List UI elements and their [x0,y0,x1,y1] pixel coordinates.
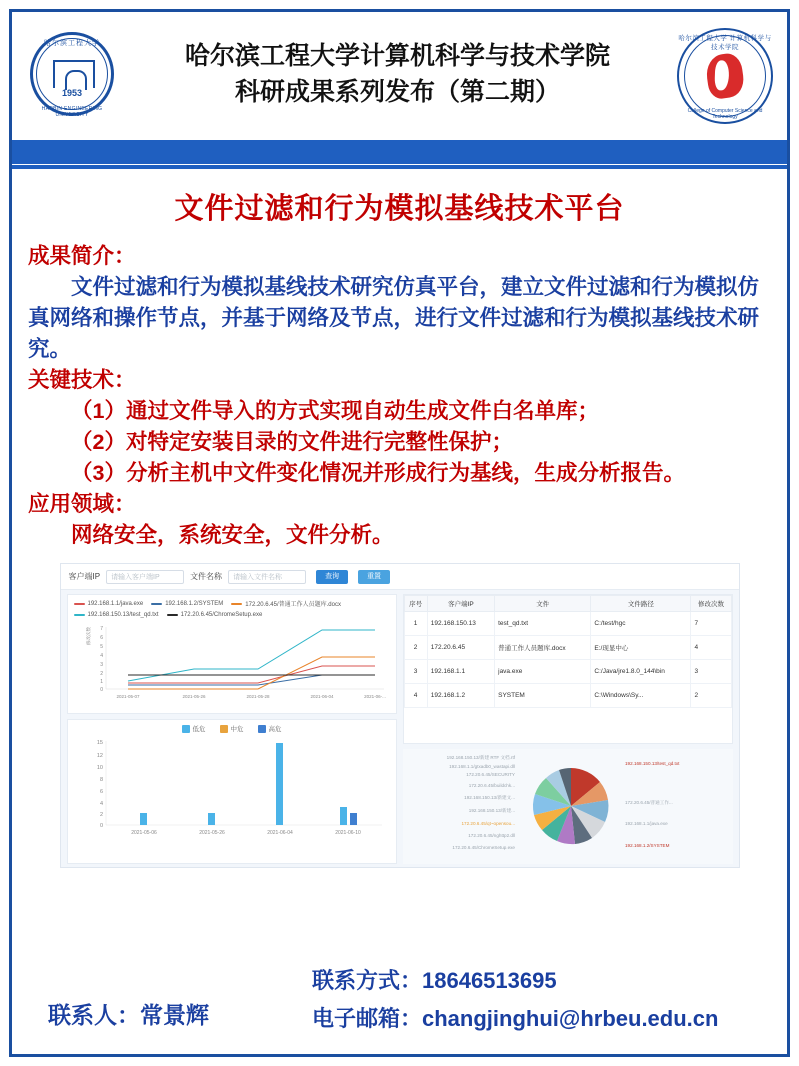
cell-no: 1 [404,612,427,636]
cell-file: SYSTEM [495,684,591,708]
pie-label-left: 172.20.6.45/buildchk... [468,783,515,788]
svg-text:2021-05-06: 2021-05-06 [130,830,157,836]
legend-item [151,599,223,608]
svg-text:12: 12 [96,753,103,759]
svg-text:2021-06-...: 2021-06-... [363,694,386,699]
cell-file: test_qd.txt [495,612,591,636]
legend-item [167,612,263,618]
pie-label-right: 172.20.6.45/普通工作... [624,800,673,805]
intro-paragraph: 文件过滤和行为模拟基线技术研究仿真平台，建立文件过滤和行为模拟仿真网络和操作节点，并基于网络及节点，进行文件过滤和行为模拟基线技术研究。 [28,275,760,361]
legend-label: 高危 [268,726,282,733]
cell-ip: 192.168.1.1 [427,660,494,684]
col-no: 序号 [404,596,427,612]
legend-item [182,724,206,733]
college-logo-top-text: 哈尔滨工程大学 计算机科学与技术学院 [678,35,772,51]
university-logo-bottom-text: HARBIN ENGINEERING UNIVERSITY [41,106,103,118]
contact-details [312,962,718,1038]
contact-phone: 联系方式：18646513695 [312,968,557,993]
legend-label: 172.20.6.45/ChromeSetup.exe [180,612,263,618]
pie-label-right: 192.168.1.2/SYSTEM [624,843,669,848]
cell-path: E:/现显中心 [591,636,691,660]
application-heading: 应用领域： [28,492,136,516]
bar-chart-legend [68,720,396,733]
legend-label: 中危 [230,726,244,733]
client-ip-input[interactable]: 请输入客户端IP [106,570,184,584]
legend-item [231,599,341,608]
cell-ip: 172.20.6.45 [427,636,494,660]
legend-label: 172.20.6.45/普通工作人员题库.docx [245,602,341,608]
svg-text:7: 7 [99,626,103,632]
cell-file: java.exe [495,660,591,684]
pie-label-left: 192.168.150.13/新建... [468,808,515,813]
table-row[interactable] [404,660,731,684]
intro-heading: 成果简介： [28,244,136,268]
file-name-input[interactable]: 请输入文件名称 [228,570,306,584]
svg-text:6: 6 [99,635,103,641]
platform-screenshot [60,563,740,868]
pie-label-left: 192.168.1.1/gtxadb0_wastapi.dll [448,764,515,769]
svg-text:6: 6 [99,789,103,795]
cell-no: 3 [404,660,427,684]
cell-count: 3 [691,660,731,684]
key-tech-item-3: （3）分析主机中文件变化情况并形成行为基线，生成分析报告。 [71,461,685,485]
line-chart-svg [72,623,392,707]
bar-chart-panel [67,719,397,864]
legend-label: 192.168.1.1/java.exe [87,600,144,607]
line-chart-panel [67,594,397,714]
line-chart-legend [68,595,396,618]
pie-label-right: 192.168.150.13/test_qd.txt [624,761,679,766]
cell-path: C:/test/hgc [591,612,691,636]
cell-count: 7 [691,612,731,636]
svg-text:1: 1 [99,679,103,685]
pie-label-right: 192.168.1.1/java.exe [624,821,668,826]
legend-item [258,724,282,733]
svg-text:2021-05-07: 2021-05-07 [115,694,140,699]
svg-text:2021-06-04: 2021-06-04 [309,694,334,699]
table-header-row [404,596,731,612]
records-table-panel [403,594,733,744]
achievement-title: 文件过滤和行为模拟基线技术平台 [174,193,625,225]
cell-count: 2 [691,684,731,708]
legend-label: 低危 [192,726,206,733]
svg-text:2021-05-28: 2021-05-28 [245,694,270,699]
svg-text:4: 4 [99,653,103,659]
col-count: 修改次数 [691,596,731,612]
contact-email: 电子邮箱：changjinghui@hrbeu.edu.cn [312,1006,719,1031]
pie-chart-svg [403,749,733,864]
pie-label-left: 192.168.150.13/新建文... [463,795,515,800]
page-title-line1: 哈尔滨工程大学计算机科学与技术学院 [184,42,610,70]
poster-body [12,227,787,551]
svg-text:2021-05-26: 2021-05-26 [198,830,225,836]
university-logo-icon [26,30,118,122]
page-title-line2: 科研成果系列发布（第二期） [234,78,560,106]
svg-text:0: 0 [99,687,103,693]
cell-no: 2 [404,636,427,660]
application-text: 网络安全，系统安全，文件分析。 [71,523,394,547]
table-row[interactable] [404,684,731,708]
svg-text:2021-05-26: 2021-05-26 [181,694,206,699]
cell-path: C:/Java/jre1.8.0_144\bin [591,660,691,684]
college-logo-icon [677,28,773,124]
cell-ip: 192.168.1.2 [427,684,494,708]
page-title [124,38,671,110]
reset-button[interactable]: 重置 [358,570,390,584]
key-tech-item-2: （2）对特定安装目录的文件进行完整性保护； [71,430,513,454]
key-tech-item-1: （1）通过文件导入的方式实现自动生成文件白名单库； [71,399,599,423]
college-logo-bottom-text: College of Computer Science and Technology [687,108,763,120]
key-tech-heading: 关键技术： [28,368,136,392]
svg-text:8: 8 [99,777,103,783]
cell-path: C:\Windows\Sy... [591,684,691,708]
contact-footer [12,960,787,1044]
col-ip: 客户端IP [427,596,494,612]
records-table [404,595,732,708]
legend-label: 192.168.1.2/SYSTEM [165,600,224,607]
svg-text:2021-06-04: 2021-06-04 [266,830,293,836]
legend-item [74,599,144,608]
svg-text:3: 3 [99,662,103,668]
legend-item [220,724,244,733]
svg-text:2: 2 [99,671,103,677]
table-row[interactable] [404,612,731,636]
col-file: 文件 [495,596,591,612]
pie-label-left: 172.20.6.45/SECURITY [465,772,515,777]
cell-count: 4 [691,636,731,660]
client-ip-label: 客户端IP [68,572,101,581]
university-logo-top-text: 哈尔滨工程大学 [44,40,100,47]
university-logo-year: 1953 [61,88,83,98]
cell-file: 普通工作人员题库.docx [495,636,591,660]
legend-item [74,612,159,618]
contact-person: 联系人：常景辉 [48,1002,209,1028]
svg-text:4: 4 [99,801,103,807]
svg-text:0: 0 [99,823,103,829]
svg-text:10: 10 [96,765,103,771]
legend-label: 192.168.150.13/test_qd.txt [87,612,159,618]
pie-label-left: 172.20.6.45/ChromeSetup.exe [451,845,515,850]
svg-text:2: 2 [99,812,103,818]
svg-text:5: 5 [99,644,103,650]
screenshot-toolbar [61,564,739,590]
poster [9,9,790,1057]
pie-label-left: 192.168.150.13/新建 RTF 文档.rtf [446,755,515,760]
poster-header [12,12,787,140]
svg-text:15: 15 [96,740,103,746]
pie-label-left: 172.20.6.45/qt~opensou... [460,821,515,826]
svg-text:2021-06-10: 2021-06-10 [334,830,361,836]
bar-chart-svg [68,733,396,845]
cell-no: 4 [404,684,427,708]
svg-text:修改次数: 修改次数 [85,627,91,645]
col-path: 文件路径 [591,596,691,612]
query-button[interactable]: 查询 [316,570,348,584]
header-divider-bar [12,140,787,164]
pie-label-left: 172.20.6.45/nghttp2.dll [467,833,515,838]
pie-chart-panel [403,749,733,864]
cell-ip: 192.168.150.13 [427,612,494,636]
table-row[interactable] [404,636,731,660]
file-name-label: 文件名称 [190,572,223,581]
